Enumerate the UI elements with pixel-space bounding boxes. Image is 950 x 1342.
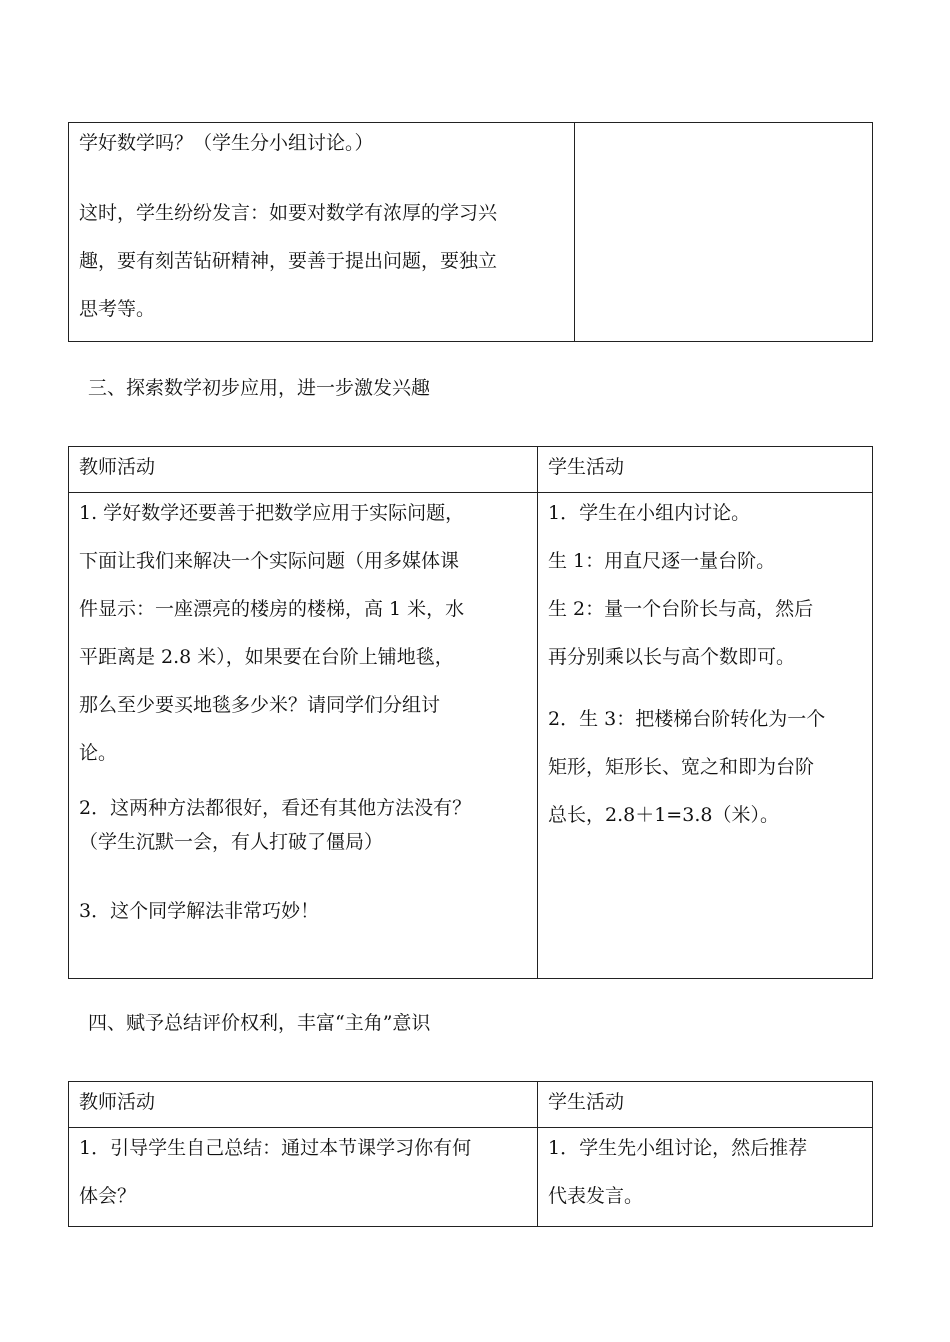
cell-text: 趣，要有刻苦钻研精神，要善于提出问题，要独立	[79, 250, 498, 272]
continuation-left-cell	[69, 123, 575, 342]
teacher-item-1: 件显示：一座漂亮的楼房的楼梯，高 1 米，水	[79, 598, 465, 620]
teacher-activity-header: 教师活动	[69, 447, 538, 493]
teacher-item-1: 1. 学好数学还要善于把数学应用于实际问题，	[79, 502, 465, 524]
student-item-2: 矩形，矩形长、宽之和即为台阶	[548, 756, 815, 778]
continuation-table	[68, 122, 873, 342]
teacher-activity-header: 教师活动	[69, 1082, 538, 1128]
student-activity-header: 学生活动	[538, 1082, 873, 1128]
student-item-s1: 生 1：用直尺逐一量台阶。	[548, 550, 776, 572]
teacher-summary: 体会？	[79, 1185, 137, 1207]
section-heading-3: 三、探索数学初步应用，进一步激发兴趣	[88, 377, 431, 399]
section-heading-4: 四、赋予总结评价权利，丰富“主角”意识	[88, 1012, 431, 1034]
activity-table-section-3	[68, 446, 873, 979]
continuation-right-cell	[575, 123, 873, 342]
student-item-s2: 再分别乘以长与高个数即可。	[548, 646, 796, 668]
cell-text: 思考等。	[79, 298, 156, 320]
teacher-item-1: 那么至少要买地毯多少米？请同学们分组讨	[79, 694, 441, 716]
cell-text: 学好数学吗？（学生分小组讨论。）	[79, 132, 374, 154]
activity-table-section-4	[68, 1081, 873, 1227]
teacher-item-1: 论。	[79, 742, 118, 764]
teacher-activity-cell	[69, 493, 538, 979]
student-activity-cell	[538, 1128, 873, 1227]
teacher-item-2: 2．这两种方法都很好，看还有其他方法没有？	[79, 797, 472, 819]
teacher-summary: 1．引导学生自己总结：通过本节课学习你有何	[79, 1137, 472, 1159]
teacher-item-3: 3．这个同学解法非常巧妙！	[79, 900, 320, 922]
student-item-2: 总长，2.8＋1=3.8（米）。	[548, 804, 779, 826]
student-summary: 代表发言。	[548, 1185, 644, 1207]
teacher-activity-cell	[69, 1128, 538, 1227]
student-activity-header: 学生活动	[538, 447, 873, 493]
cell-text: 这时，学生纷纷发言：如要对数学有浓厚的学习兴	[79, 202, 498, 224]
teacher-item-1: 下面让我们来解决一个实际问题（用多媒体课	[79, 550, 460, 572]
student-summary: 1．学生先小组讨论，然后推荐	[548, 1137, 808, 1159]
student-activity-cell	[538, 493, 873, 979]
teacher-item-2: （学生沉默一会，有人打破了僵局）	[79, 831, 384, 853]
teacher-item-1: 平距离是 2.8 米），如果要在台阶上铺地毯，	[79, 646, 454, 668]
student-item-1: 1．学生在小组内讨论。	[548, 502, 751, 524]
student-item-s2: 生 2：量一个台阶长与高，然后	[548, 598, 814, 620]
student-item-2: 2．生 3：把楼梯台阶转化为一个	[548, 708, 826, 730]
